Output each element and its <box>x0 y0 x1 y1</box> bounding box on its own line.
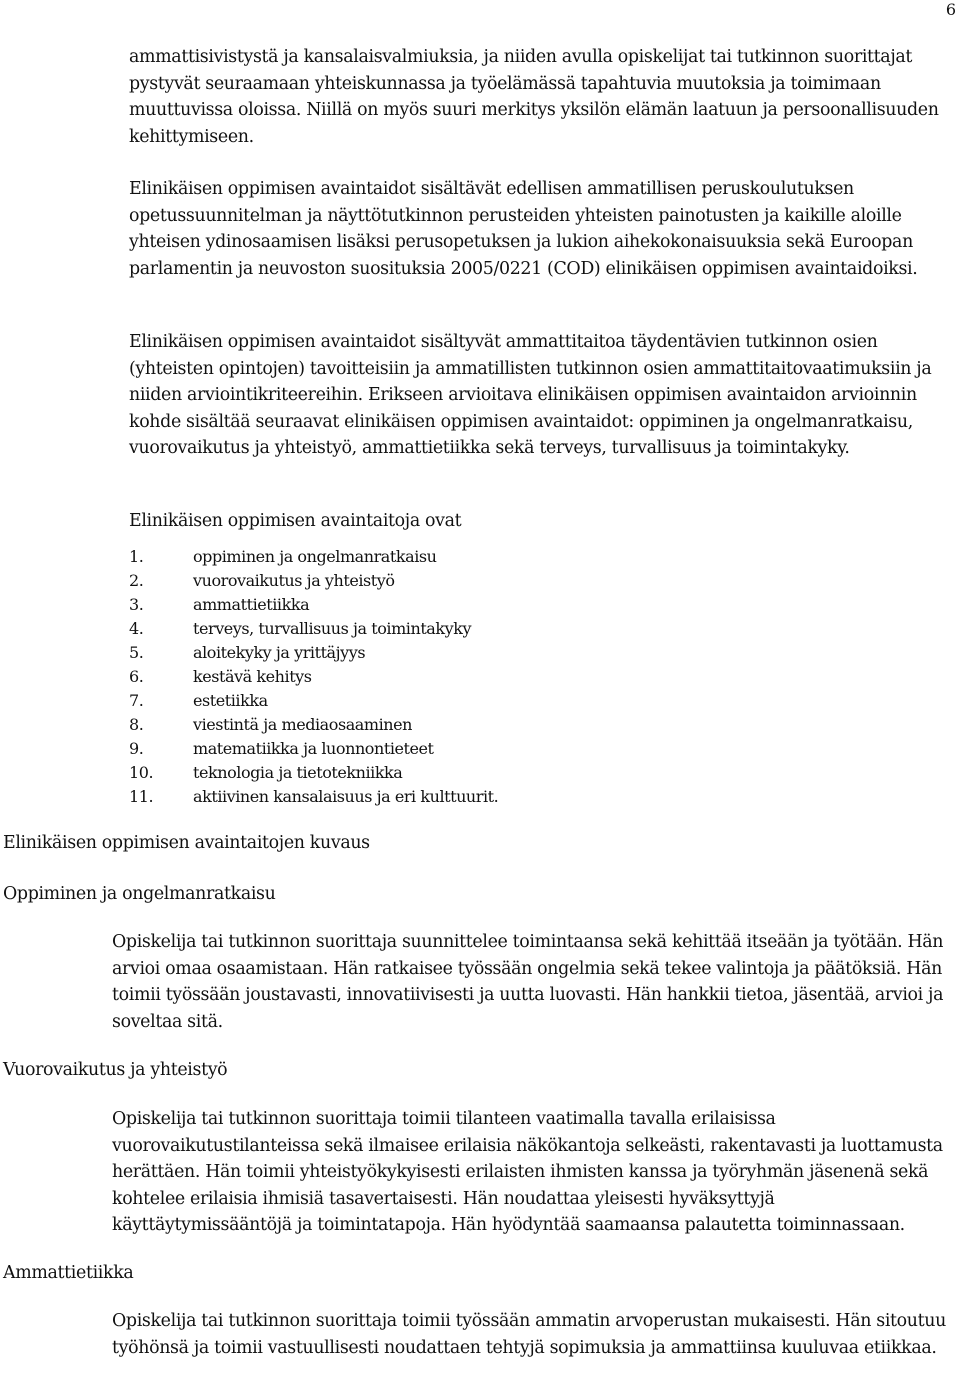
list-item-number: 4. <box>129 619 144 638</box>
list-item <box>129 569 498 593</box>
list-item <box>129 689 498 713</box>
list-item-number: 3. <box>129 595 144 614</box>
list-item-text: aktiivinen kansalaisuus ja eri kulttuurit. <box>193 787 499 806</box>
list-item <box>129 641 498 665</box>
list-item-number: 11. <box>129 787 154 806</box>
list-item <box>129 665 498 689</box>
list-item-text: ammattietiikka <box>193 595 310 614</box>
avaintaidot-sources-paragraph: Elinikäisen oppimisen avaintaidot sisältävät edellisen ammatillisen peruskoulutuksen opetussuunnitelman ja näyttötutkinnon perusteiden yhteisten painotusten ja kaikille aloille yhteisen ydinosaamisen lisäksi perusopetuksen ja lukion aihekokonaisuuksia sekä Euroopan parlamentin ja neuvoston suosituksia 2005/0221 (COD) elinikäisen oppimisen avaintaidoiksi. <box>129 179 918 279</box>
section-heading-avaintaitojen-kuvaus: Elinikäisen oppimisen avaintaitojen kuvaus <box>3 833 370 853</box>
list-item-number: 8. <box>129 715 144 734</box>
key-skills-list <box>129 545 498 809</box>
list-item-text: aloitekyky ja yrittäjyys <box>193 643 366 662</box>
list-item-number: 10. <box>129 763 154 782</box>
list-item <box>129 737 498 761</box>
section-heading-vuorovaikutus: Vuorovaikutus ja yhteistyö <box>3 1060 228 1080</box>
list-item <box>129 545 498 569</box>
list-item <box>129 785 498 809</box>
list-item-number: 6. <box>129 667 144 686</box>
section-heading-ammattietiikka: Ammattietiikka <box>3 1263 134 1283</box>
list-item-number: 5. <box>129 643 144 662</box>
list-item-text: kestävä kehitys <box>193 667 312 686</box>
list-item-text: terveys, turvallisuus ja toimintakyky <box>193 619 472 638</box>
list-item-text: estetiikka <box>193 691 268 710</box>
list-item <box>129 617 498 641</box>
list-item <box>129 761 498 785</box>
list-item <box>129 593 498 617</box>
list-item-text: teknologia ja tietotekniikka <box>193 763 403 782</box>
list-item <box>129 713 498 737</box>
avaintaidot-assessment-paragraph: Elinikäisen oppimisen avaintaidot sisältyvät ammattitaitoa täydentävien tutkinnon osien (yhteisten opintojen) tavoitteisiin ja ammatillisten tutkinnon osien ammattitaitovaatimuksiin ja niiden arviointikriteereihin. Erikseen arvioitava elinikäisen oppimisen avaintaidon arvioinnin kohde sisältää seuraavat elinikäisen oppimisen avaintaidot: oppiminen ja ongelmanratkaisu, vuorovaikutus ja yhteistyö, ammattietiikka sekä terveys, turvallisuus ja toimintakyky. <box>129 332 932 458</box>
list-item-number: 7. <box>129 691 144 710</box>
key-skills-list-intro: Elinikäisen oppimisen avaintaitoja ovat <box>129 511 462 531</box>
list-item-text: matematiikka ja luonnontieteet <box>193 739 434 758</box>
vuorovaikutus-description: Opiskelija tai tutkinnon suorittaja toimii tilanteen vaatimalla tavalla erilaisissa vuorovaikutustilanteissa sekä ilmaisee erilaisia näkökantoja selkeästi, rakentavasti ja luottamusta herättäen. Hän toimii yhteistyökykyisesti erilaisten ihmisten kanssa ja työryhmän jäsenenä sekä kohtelee erilaisia ihmisiä tasavertaisesti. Hän noudattaa yleisesti hyväksyttyjä käyttäytymissääntöjä ja toimintatapoja. Hän hyödyntää saamaansa palautetta toiminnassaan. <box>112 1109 943 1235</box>
list-item-number: 2. <box>129 571 144 590</box>
list-item-text: oppiminen ja ongelmanratkaisu <box>193 547 437 566</box>
list-item-text: viestintä ja mediaosaaminen <box>193 715 413 734</box>
oppiminen-description: Opiskelija tai tutkinnon suorittaja suunnittelee toimintaansa sekä kehittää itseään ja työtään. Hän arvioi omaa osaamistaan. Hän ratkaisee työssään ongelmia sekä tekee valintoja ja päätöksiä. Hän toimii työssään joustavasti, innovatiivisesti ja uutta luovasti. Hän hankkii tietoa, jäsentää, arvioi ja soveltaa sitä. <box>112 932 944 1032</box>
intro-continuation-paragraph: ammattisivistystä ja kansalaisvalmiuksia, ja niiden avulla opiskelijat tai tutkinnon suorittajat pystyvät seuraamaan yhteiskunnassa ja työelämässä tapahtuvia muutoksia ja toimimaan muuttuvissa oloissa. Niillä on myös suuri merkitys yksilön elämän laatuun ja persoonallisuuden kehittymiseen. <box>129 47 939 147</box>
list-item-number: 9. <box>129 739 144 758</box>
list-item-text: vuorovaikutus ja yhteistyö <box>193 571 395 590</box>
ammattietiikka-description: Opiskelija tai tutkinnon suorittaja toimii työssään ammatin arvoperustan mukaisesti. Hän sitoutuu työhönsä ja toimii vastuullisesti noudattaen tehtyjä sopimuksia ja ammattiinsa kuuluvaa etiikkaa. <box>112 1311 946 1358</box>
list-item-number: 1. <box>129 547 144 566</box>
page-number: 6 <box>945 0 956 19</box>
section-heading-oppiminen: Oppiminen ja ongelmanratkaisu <box>3 884 276 904</box>
